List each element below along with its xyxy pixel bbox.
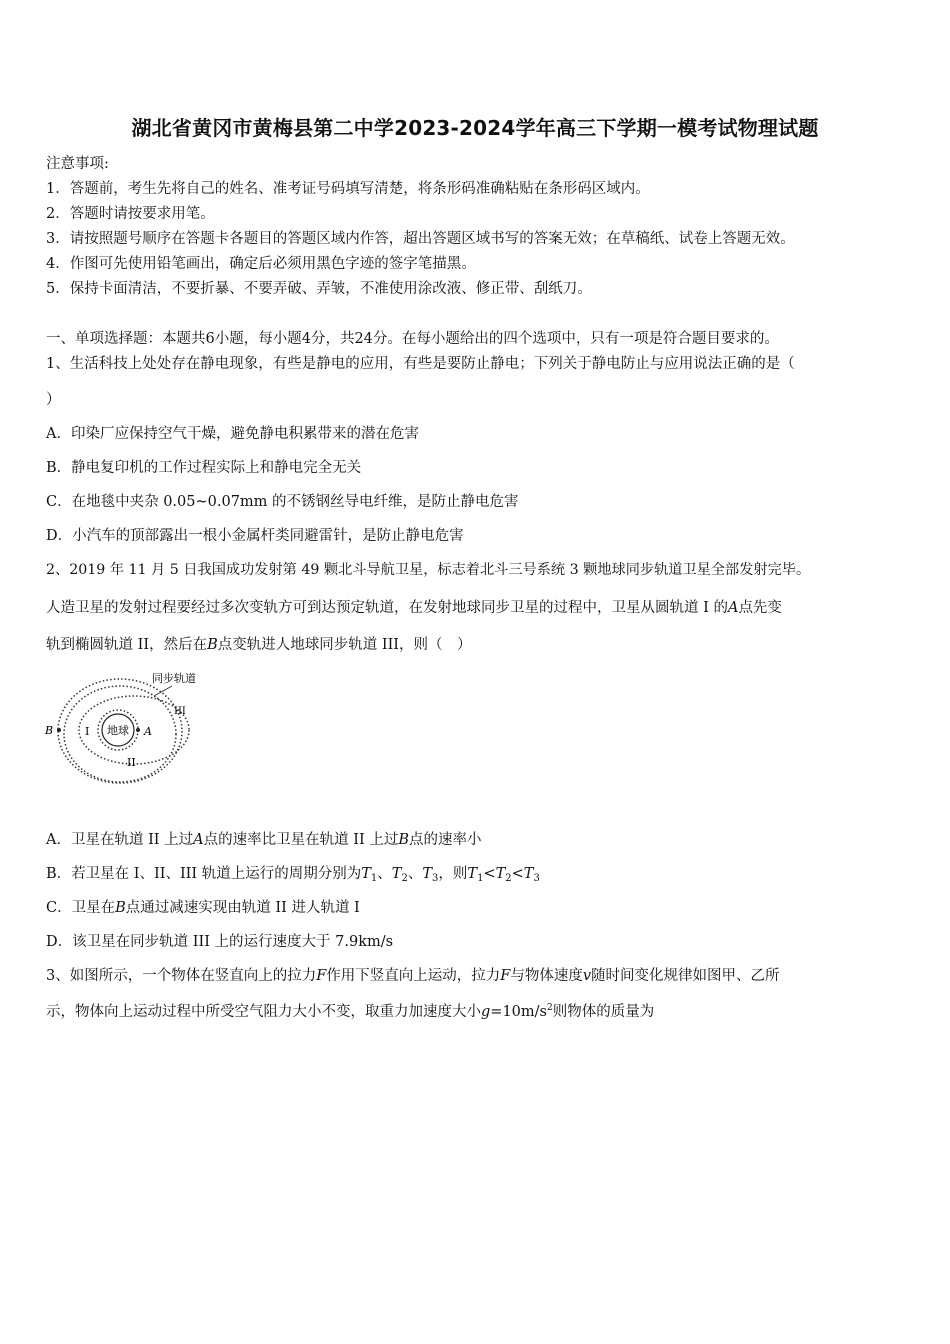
var-t: T (523, 866, 534, 882)
var-t: T (422, 866, 433, 882)
text: 点的速率小 (408, 832, 482, 848)
subscript: 3 (432, 873, 439, 884)
subscript: 2 (401, 873, 408, 884)
point-b-label: B (45, 724, 54, 737)
note-item: 5．保持卡面清洁，不要折暴、不要弄破、弄皱，不准使用涂改液、修正带、刮纸刀。 (46, 281, 592, 297)
subscript: 1 (477, 873, 484, 884)
text: 点通过减速实现由轨道 II 进人轨道 I (125, 900, 360, 916)
q2-option-d: D．该卫星在同步轨道 III 上的运行速度大于 7.9km/s (46, 934, 394, 950)
q2-stem-line1: 2、2019 年 11 月 5 日我国成功发射第 49 颗北斗导航卫星，标志着北斗三号系统 3 颗地球同步轨道卫星全部发射完毕。 (46, 562, 811, 578)
point-a-label: A (144, 725, 152, 738)
text: 轨到椭圆轨道 II，然后在 (46, 637, 208, 653)
subscript: 1 (370, 873, 378, 884)
text: =10m/s (490, 1004, 547, 1020)
var-t: T (495, 866, 506, 882)
text: C．卫星在 (46, 900, 116, 916)
document-title: 湖北省黄冈市黄梅县第二中学2023-2024学年高三下学期一模考试物理试题 (131, 116, 819, 140)
text: 点变轨进人地球同步轨道 III，则（ ） (217, 637, 472, 653)
point-a-dot (136, 728, 140, 732)
text: B．若卫星在 I、II、III 轨道上运行的周期分别为 (46, 866, 362, 882)
text: 示，物体向上运动过程中所受空气阻力大小不变，取重力加速度大小 (46, 1004, 481, 1020)
var-a: A (193, 832, 204, 848)
text: < (483, 866, 496, 882)
text: 作用下竖直向上运动，拉力 (326, 968, 501, 984)
var-v: v (582, 968, 592, 984)
note-item: 2．答题时请按要求用笔。 (46, 206, 215, 222)
var-b: B (115, 900, 126, 916)
text: A．卫星在轨道 II 上过 (46, 832, 194, 848)
sync-orbit-label: 同步轨道 (152, 672, 196, 685)
text: ，则 (438, 866, 468, 882)
note-item: 1．答题前，考生先将自己的姓名、准考证号码填写清楚，将条形码准确粘贴在条形码区域内。 (46, 181, 650, 197)
q1-stem-end: ） (46, 392, 61, 408)
text: 随时间变化规律如图甲、乙所 (591, 968, 780, 984)
earth-label: 地球 (107, 724, 129, 737)
q3-stem-line2 (46, 1000, 654, 1021)
q1-option-b: B．静电复印机的工作过程实际上和静电完全无关 (46, 460, 362, 476)
var-b: B (207, 637, 218, 653)
orbit-iii-label: III (174, 706, 186, 717)
var-t: T (467, 866, 478, 882)
q3-stem-line1 (46, 964, 780, 985)
q1-stem: 1、生活科技上处处存在静电现象，有些是静电的应用，有些是要防止静电；下列关于静电防止与应用说法正确的是（ (46, 356, 795, 372)
q2-option-b (46, 862, 540, 884)
text: 点的速率比卫星在轨道 II 上过 (203, 832, 399, 848)
text: 3、如图所示，一个物体在竖直向上的拉力 (46, 968, 317, 984)
q1-option-c: C．在地毯中夹杂 0.05~0.07mm 的不锈钢丝导电纤维，是防止静电危害 (46, 494, 519, 510)
text: < (511, 866, 524, 882)
text: 、 (377, 866, 392, 882)
q1-option-d: D．小汽车的顶部露出一根小金属杆类同避雷针，是防止静电危害 (46, 528, 464, 544)
q2-option-c (46, 896, 360, 917)
var-f: F (316, 968, 327, 984)
superscript: 2 (546, 1003, 553, 1013)
note-item: 4．作图可先使用铅笔画出，确定后必须用黑色字迹的签字笔描黑。 (46, 256, 476, 272)
text: 点先变 (738, 600, 782, 616)
text: 则物体的质量为 (552, 1004, 655, 1020)
var-b: B (398, 832, 409, 848)
subscript: 3 (533, 873, 540, 884)
text: 、 (407, 866, 423, 882)
q2-stem-line2 (46, 596, 782, 617)
subscript: 2 (505, 873, 512, 884)
q2-stem-line3 (46, 633, 472, 654)
notes-heading: 注意事项: (46, 156, 109, 172)
var-g: g (481, 1004, 491, 1020)
q2-option-a (46, 828, 481, 849)
orbit-diagram (42, 664, 242, 794)
orbit-ii-label: II (127, 756, 136, 769)
section-heading: 一、单项选择题：本题共6小题，每小题4分，共24分。在每小题给出的四个选项中，只有一项是符合题目要求的。 (46, 331, 779, 347)
var-t: T (361, 866, 371, 882)
point-b-dot (57, 728, 61, 732)
var-t: T (391, 866, 402, 882)
text: 人造卫星的发射过程要经过多次变轨方可到达预定轨道，在发射地球同步卫星的过程中，卫星从圆轨道 I 的 (46, 600, 728, 616)
var-f: F (500, 968, 511, 984)
orbit-i-label: I (85, 725, 90, 738)
note-item: 3．请按照题号顺序在答题卡各题目的答题区域内作答，超出答题区域书写的答案无效；在草稿纸、试卷上答题无效。 (46, 231, 795, 247)
text: 与物体速度 (510, 968, 583, 984)
q1-option-a: A．印染厂应保持空气干燥，避免静电积累带来的潜在危害 (46, 426, 419, 442)
var-a: A (727, 600, 739, 616)
